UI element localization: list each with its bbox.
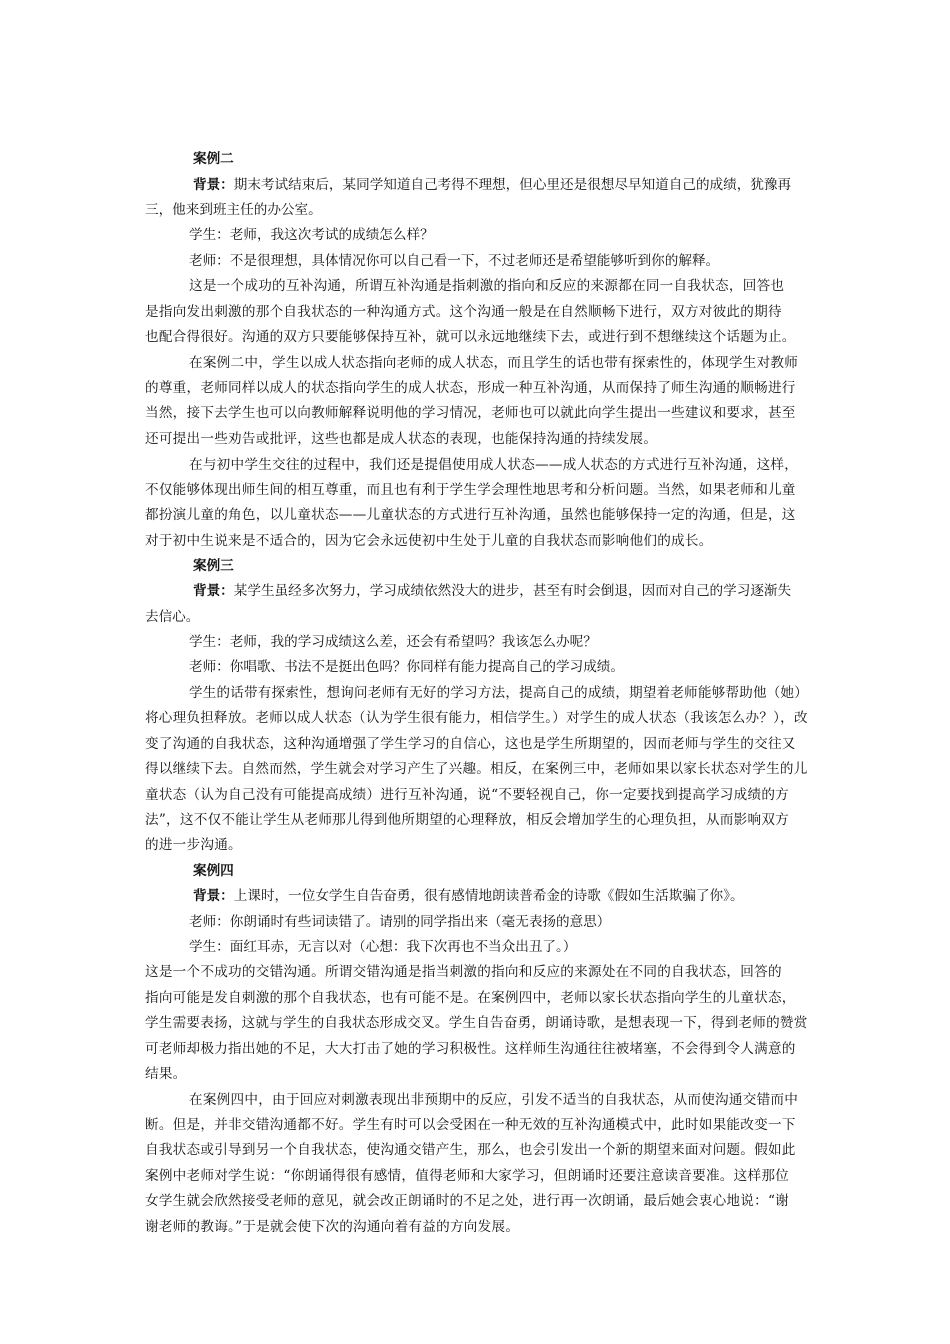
case2-p3-line1: 在与初中学生交往的过程中，我们还是提倡使用成人状态——成人状态的方式进行互补沟通，这样，	[189, 457, 799, 473]
case2-p2-line4: 还可提出一些劝告或批评，这些也都是成人状态的表现，也能保持沟通的持续发展。	[145, 431, 658, 447]
case3-p1-line3: 变了沟通的自我状态，这种沟通增强了学生学习的自信心，这也是学生所期望的，因而老师与学生的交往又	[145, 736, 796, 752]
case4-p2-line6: 谢老师的教诲。”于是就会使下次的沟通向着有益的方向发展。	[145, 1219, 520, 1235]
case4-p1-line5: 结果。	[145, 1066, 187, 1082]
case3-p1-line4: 得以继续下去。自然而然，学生就会对学习产生了兴趣。相反，在案例三中，老师如果以家长状态对学生的儿	[145, 761, 808, 777]
case3-background-label: 背景：	[193, 583, 234, 599]
case3-p1-line7: 的进一步沟通。	[145, 837, 242, 853]
case3-teacher-dialog: 老师：你唱歌、书法不是挺出色吗？你同样有能力提高自己的学习成绩。	[189, 659, 624, 675]
case3-student-dialog: 学生：老师，我的学习成绩这么差，还会有希望吗？我该怎么办呢？	[189, 634, 597, 650]
case2-title: 案例二	[193, 151, 234, 167]
case2-background-line1	[193, 176, 791, 194]
case4-p2-line5: 女学生就会欣然接受老师的意见，就会改正朗诵时的不足之处，进行再一次朗诵，最后她会衷心地说：“谢	[145, 1193, 790, 1209]
case4-p1-line3: 学生需要表扬，这就与学生的自我状态形成交叉。学生自告奋勇，朗诵诗歌，是想表现一下，得到老师的赞赏	[145, 1015, 808, 1031]
case3-p1-line2: 将心理负担释放。老师以成人状态（认为学生很有能力，相信学生。）对学生的成人状态（我该怎么办？），改	[145, 710, 808, 726]
case2-p1-line3: 也配合得很好。沟通的双方只要能够保持互补，就可以永远地继续下去，或进行到不想继续这个话题为止。	[145, 329, 796, 345]
case4-p2-line2: 断。但是，并非交错沟通都不好。学生有时可以会受困在一种无效的互补沟通模式中，此时如果能改变一下	[145, 1117, 796, 1133]
case2-p3-line4: 对于初中生说来是不适合的，因为它会永远使初中生处于儿童的自我状态而影响他们的成长。	[145, 533, 713, 549]
case2-background-label: 背景：	[193, 177, 234, 193]
case4-background-line1	[193, 887, 744, 905]
case2-p2-line2: 的尊重，老师同样以成人的状态指向学生的成人状态，形成一种互补沟通，从而保持了师生沟通的顺畅进行	[145, 380, 796, 396]
case2-p3-line2: 不仅能够体现出师生间的相互尊重，而且也有利于学生学会理性地思考和分析问题。当然，如果老师和儿童	[145, 482, 796, 498]
case3-background-line2: 去信心。	[145, 609, 200, 625]
case3-p1-line6: 法”，这不仅不能让学生从老师那儿得到他所期望的心理释放，相反会增加学生的心理负担，从而影响双方	[145, 812, 790, 828]
case4-p1-line1: 这是一个不成功的交错沟通。所谓交错沟通是指当刺激的指向和反应的来源处在不同的自我状态，回答的	[145, 964, 782, 980]
case2-teacher-dialog: 老师：不是很理想，具体情况你可以自己看一下，不过老师还是希望能够听到你的解释。	[189, 253, 720, 269]
case3-p1-line1: 学生的话带有探索性，想询问老师有无好的学习方法，提高自己的成绩，期望着老师能够帮助他（她）	[189, 685, 808, 701]
case4-p2-line3: 自我状态或引导到另一个自我状态，使沟通交错产生，那么，也会引发出一个新的期望来面对问题。假如此	[145, 1142, 796, 1158]
case4-background-label: 背景：	[193, 888, 234, 904]
case4-p2-line4: 案例中老师对学生说：“你朗诵得很有感情，值得老师和大家学习，但朗诵时还要注意读音要准。这样那位	[145, 1168, 790, 1184]
case4-background-text: 上课时，一位女学生自告奋勇，很有感情地朗读普希金的诗歌《假如生活欺骗了你》。	[233, 888, 744, 904]
case4-p1-line2: 指向可能是发自刺激的那个自我状态，也有可能不是。在案例四中，老师以家长状态指向学生的儿童状态，	[145, 990, 796, 1006]
case3-background-text: 某学生虽经多次努力，学习成绩依然没大的进步，甚至有时会倒退，因而对自己的学习逐渐失	[233, 583, 792, 599]
case2-background-line2: 三，他来到班主任的办公室。	[145, 202, 322, 218]
case4-p1-line4: 可老师却极力指出她的不足，大大打击了她的学习积极性。这样师生沟通往往被堵塞，不会得到令人满意的	[145, 1041, 796, 1057]
case3-p1-line5: 童状态（认为自己没有可能提高成绩）进行互补沟通，说“不要轻视自己，你一定要找到提高学习成绩的方	[145, 787, 790, 803]
case2-student-dialog: 学生：老师，我这次考试的成绩怎么样？	[189, 227, 434, 243]
case2-p3-line3: 都扮演儿童的角色，以儿童状态——儿童状态的方式进行互补沟通，虽然也能够保持一定的沟通，但是，这	[145, 507, 796, 523]
case2-p1-line2: 是指向发出刺激的那个自我状态的一种沟通方式。这个沟通一般是在自然顺畅下进行，双方对彼此的期待	[145, 304, 782, 320]
case3-title: 案例三	[193, 558, 234, 574]
case4-p2-line1: 在案例四中，由于回应对刺激表现出非预期中的反应，引发不适当的自我状态，从而使沟通交错而中	[189, 1092, 799, 1108]
case2-p2-line3: 当然，接下去学生也可以向教师解释说明他的学习情况，老师也可以就此向学生提出一些建议和要求，甚至	[145, 405, 796, 421]
case2-background-text: 期末考试结束后，某同学知道自己考得不理想，但心里还是很想尽早知道自己的成绩，犹豫再	[233, 177, 792, 193]
case2-p1-line1: 这是一个成功的互补沟通，所谓互补沟通是指刺激的指向和反应的来源都在同一自我状态，回答也	[189, 278, 785, 294]
case2-p2-line1: 在案例二中，学生以成人状态指向老师的成人状态，而且学生的话也带有探索性的，体现学生对教师	[189, 355, 799, 371]
case4-teacher-dialog: 老师：你朗诵时有些词读错了。请别的同学指出来（毫无表扬的意思）	[189, 914, 611, 930]
case4-title: 案例四	[193, 863, 234, 879]
case4-student-dialog: 学生：面红耳赤，无言以对（心想：我下次再也不当众出丑了。）	[189, 939, 577, 955]
case3-background-line1	[193, 582, 791, 600]
